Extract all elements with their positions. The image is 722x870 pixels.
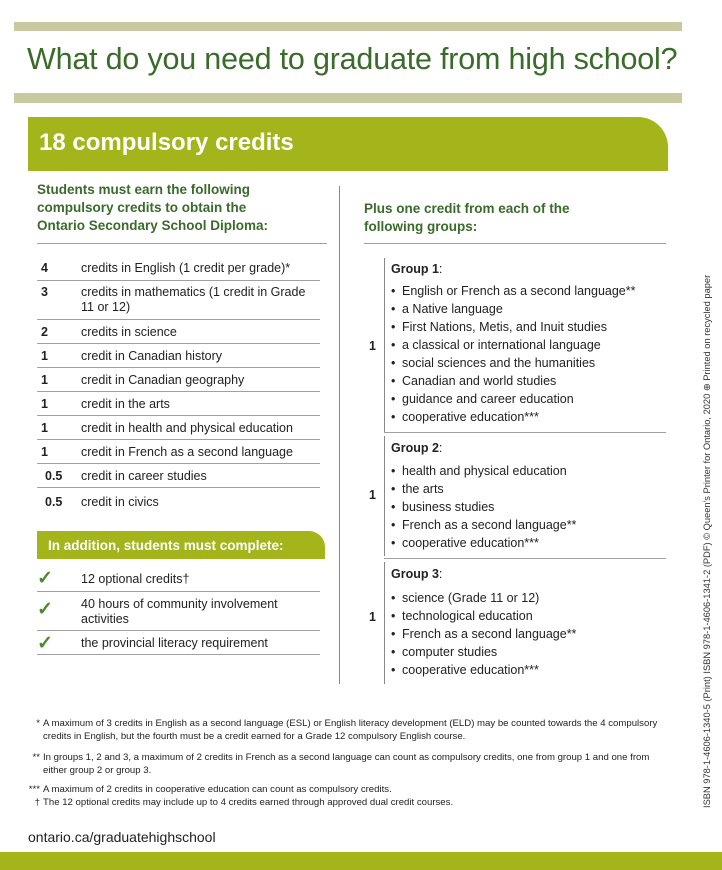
course-name: guidance and career education: [402, 392, 574, 406]
credit-description: credit in civics: [81, 495, 159, 509]
credit-count: 1: [41, 397, 48, 411]
group-1: [364, 258, 666, 432]
bullet-icon: •: [391, 500, 396, 514]
list-item: [391, 300, 635, 318]
credit-count: 1: [41, 445, 48, 459]
page-title: What do you need to graduate from high school?: [27, 42, 678, 76]
credit-count: 3: [41, 285, 48, 299]
bullet-icon: •: [391, 663, 396, 677]
checkmark-icon: ✓: [37, 568, 53, 589]
credit-description: credit in French as a second language: [81, 445, 293, 459]
bullet-icon: •: [391, 320, 396, 334]
group-title-text: Group 1: [391, 262, 439, 276]
group-title: [391, 441, 442, 455]
title-divider-bar: [14, 93, 682, 103]
checkmark-icon: ✓: [37, 599, 53, 620]
list-item: [391, 390, 635, 408]
course-name: Canadian and world studies: [402, 374, 557, 388]
group-credit-count: 1: [369, 610, 376, 624]
course-name: First Nations, Metis, and Inuit studies: [402, 320, 607, 334]
bullet-icon: •: [391, 627, 396, 641]
group-divider: [384, 562, 385, 684]
group-course-list: [391, 282, 635, 426]
bullet-icon: •: [391, 591, 396, 605]
compulsory-credits-heading: Students must earn the following compulsory credits to obtain the Ontario Secondary School Diploma:: [37, 182, 269, 233]
list-item: [391, 589, 576, 607]
bullet-icon: •: [391, 374, 396, 388]
row-divider: [37, 463, 320, 464]
list-item: [391, 282, 635, 300]
course-name: English or French as a second language**: [402, 284, 636, 298]
list-item: [391, 625, 576, 643]
credit-count: 0.5: [45, 469, 63, 483]
list-item: [391, 661, 576, 679]
list-item: [391, 498, 576, 516]
addition-title: In addition, students must complete:: [48, 538, 284, 553]
section-title: 18 compulsory credits: [39, 129, 294, 156]
course-name: health and physical education: [402, 464, 567, 478]
checkmark-icon: ✓: [37, 633, 53, 654]
row-divider: [37, 654, 320, 655]
requirement-optional-credits: 12 optional credits†: [81, 572, 190, 586]
website-link[interactable]: ontario.ca/graduatehighschool: [28, 829, 216, 845]
group-title: [391, 567, 442, 581]
group-divider: [384, 436, 385, 556]
footnote-mark: *: [36, 718, 40, 729]
list-item: [391, 372, 635, 390]
course-name: cooperative education***: [402, 663, 539, 677]
course-name: social sciences and the humanities: [402, 356, 596, 370]
list-item: [391, 408, 635, 426]
footnote-text: In groups 1, 2 and 3, a maximum of 2 credits in French as a second language can count as compulsory credits, one from group 1 and one from either group 2 or group 3.: [43, 752, 650, 776]
row-divider: [37, 319, 320, 320]
group-divider: [384, 258, 385, 432]
group-credit-count: 1: [369, 488, 376, 502]
course-name: technological education: [402, 609, 533, 623]
bullet-icon: •: [391, 356, 396, 370]
credit-description: credits in mathematics (1 credit in Grade 11 or 12): [81, 285, 306, 314]
publication-info: ISBN 978-1-4606-1340-5 (Print) ISBN 978-1-4606-1341-2 (PDF) © Queen's Printer for Ontario, 2020 ⊕ Printed on recycled paper: [702, 274, 712, 808]
bullet-icon: •: [391, 284, 396, 298]
requirement-community-hours: 40 hours of community involvement activities: [81, 597, 278, 626]
group-2: [364, 436, 666, 556]
header-rule-right: [364, 243, 666, 244]
group-title-text: Group 3: [391, 567, 439, 581]
list-item: [391, 480, 576, 498]
bullet-icon: •: [391, 645, 396, 659]
row-divider: [37, 439, 320, 440]
header-rule-left: [37, 243, 327, 244]
bullet-icon: •: [391, 410, 396, 424]
row-divider: [37, 487, 320, 488]
group-credit-count: 1: [369, 339, 376, 353]
footnote-text: A maximum of 2 credits in cooperative education can count as compulsory credits.: [43, 784, 392, 795]
row-divider: [37, 630, 320, 631]
course-name: French as a second language**: [402, 627, 577, 641]
group-title-text: Group 2: [391, 441, 439, 455]
row-divider: [37, 391, 320, 392]
list-item: [391, 336, 635, 354]
footnote-mark: †: [34, 797, 40, 808]
course-name: computer studies: [402, 645, 498, 659]
credit-description: credits in science: [81, 325, 177, 339]
group-3: [364, 562, 666, 684]
list-item: [391, 354, 635, 372]
list-item: [391, 318, 635, 336]
bullet-icon: •: [391, 536, 396, 550]
list-item: [391, 516, 576, 534]
top-divider-bar: [14, 22, 682, 31]
credit-count: 1: [41, 373, 48, 387]
group-title: [391, 262, 442, 276]
row-divider: [37, 367, 320, 368]
list-item: [391, 534, 576, 552]
bullet-icon: •: [391, 482, 396, 496]
credit-count: 4: [41, 261, 48, 275]
bullet-icon: •: [391, 302, 396, 316]
bullet-icon: •: [391, 609, 396, 623]
credit-count: 2: [41, 325, 48, 339]
group-title-colon: :: [438, 262, 443, 276]
bullet-icon: •: [391, 392, 396, 406]
group-title-colon: :: [438, 567, 443, 581]
footnote-mark: **: [32, 752, 40, 763]
credit-description: credit in Canadian geography: [81, 373, 245, 387]
list-item: [391, 643, 576, 661]
group-separator: [384, 558, 666, 559]
group-title-colon: :: [438, 441, 443, 455]
row-divider: [37, 343, 320, 344]
credit-description: credit in career studies: [81, 469, 207, 483]
list-item: [391, 607, 576, 625]
group-separator: [384, 432, 666, 433]
credit-count: 1: [41, 421, 48, 435]
footnote-mark: ***: [28, 784, 40, 795]
bullet-icon: •: [391, 464, 396, 478]
course-name: business studies: [402, 500, 495, 514]
credit-count: 1: [41, 349, 48, 363]
course-name: cooperative education***: [402, 410, 539, 424]
bottom-band: [0, 852, 722, 870]
course-name: the arts: [402, 482, 444, 496]
credit-description: credit in health and physical education: [81, 421, 293, 435]
group-course-list: [391, 462, 576, 552]
list-item: [391, 462, 576, 480]
requirement-literacy: the provincial literacy requirement: [81, 636, 268, 650]
credit-description: credits in English (1 credit per grade)*: [81, 261, 291, 275]
course-name: science (Grade 11 or 12): [402, 591, 540, 605]
course-name: a classical or international language: [402, 338, 601, 352]
bullet-icon: •: [391, 338, 396, 352]
course-name: cooperative education***: [402, 536, 539, 550]
row-divider: [37, 280, 320, 281]
course-name: French as a second language**: [402, 518, 577, 532]
row-divider: [37, 415, 320, 416]
group-credits-heading: Plus one credit from each of the following groups:: [364, 201, 570, 234]
group-course-list: [391, 589, 576, 679]
footnote-text: The 12 optional credits may include up to 4 credits earned through approved dual credit courses.: [43, 797, 454, 808]
course-name: a Native language: [402, 302, 503, 316]
column-divider: [339, 186, 340, 684]
footnote-text: A maximum of 3 credits in English as a second language (ESL) or English literacy development (ELD) may be counted towards the 4 compulsory credits in English, but the fourth must be a credit earned for a Grade 12 compulsory English course.: [43, 718, 658, 742]
credit-description: credit in Canadian history: [81, 349, 223, 363]
credit-description: credit in the arts: [81, 397, 170, 411]
bullet-icon: •: [391, 518, 396, 532]
credit-count: 0.5: [45, 495, 63, 509]
row-divider: [37, 591, 320, 592]
